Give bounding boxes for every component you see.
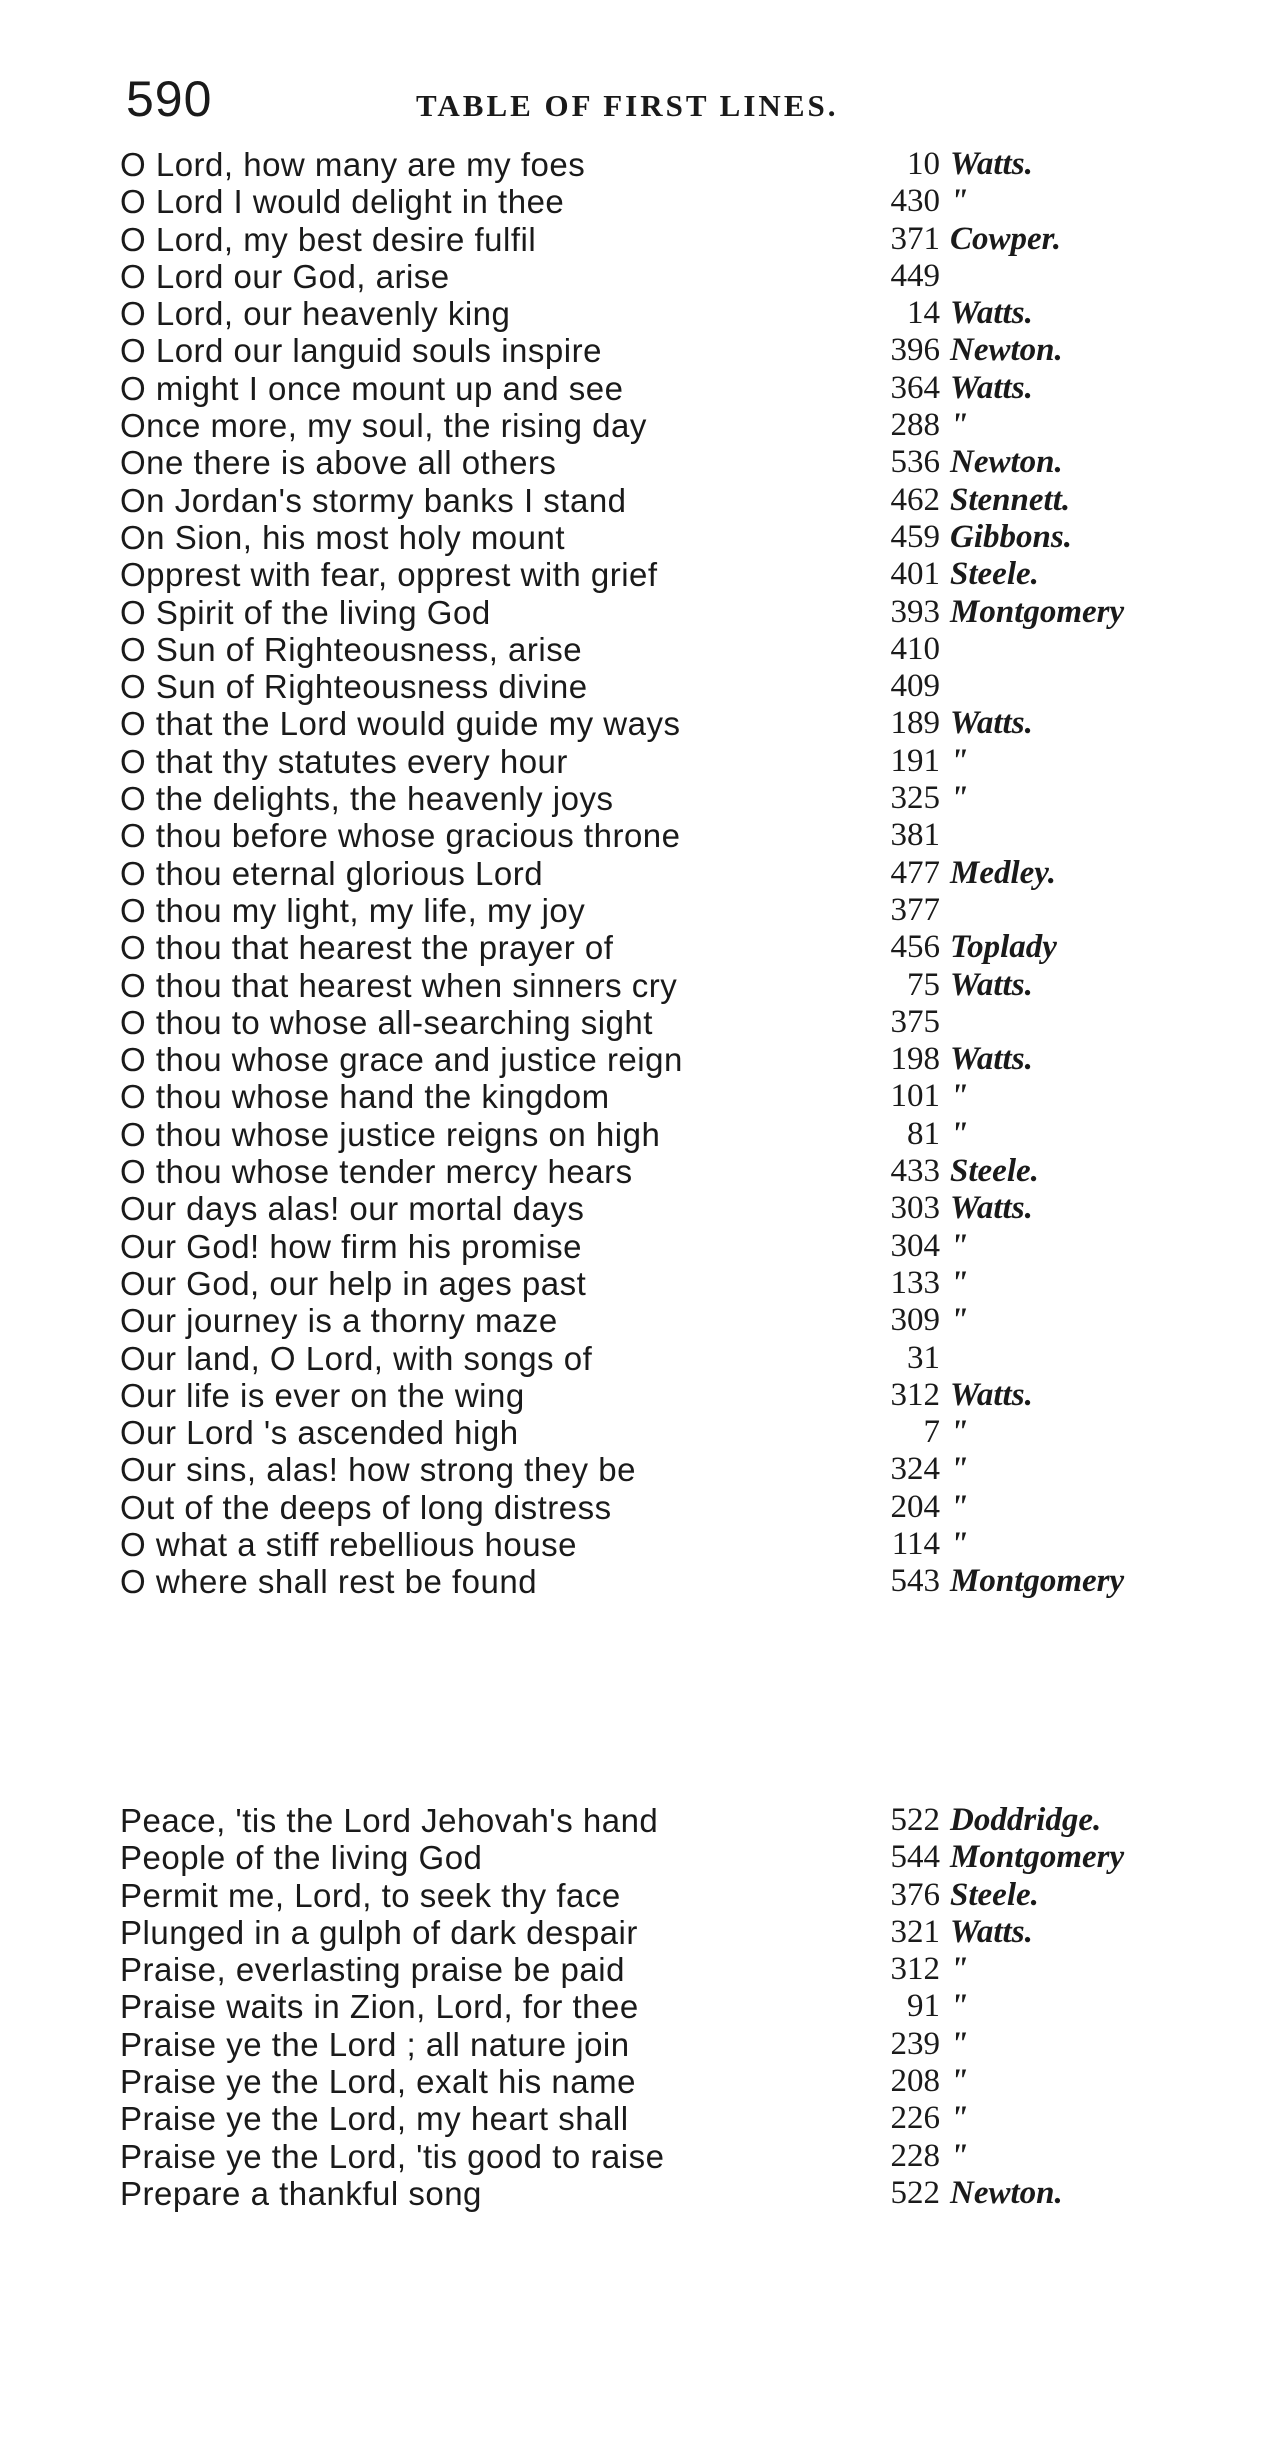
author-name: Montgomery [950,1563,1125,1600]
hymn-number: 544 [890,1839,940,1876]
hymn-number: 133 [890,1264,940,1301]
hymn-number: 536 [890,444,940,481]
hymn-number: 204 [890,1488,940,1525]
table-row [120,1265,1190,1302]
table-row [120,668,1190,705]
table-row [120,1116,1190,1153]
table-row [120,332,1190,369]
table-row [120,1414,1190,1451]
first-line-text: On Sion, his most holy mount [120,518,566,556]
first-line-text: O what a stiff rebellious house [120,1525,577,1563]
table-row [120,519,1190,556]
table-row [120,2063,1190,2100]
hymn-number: 75 [907,966,940,1003]
table-row [120,1877,1190,1914]
first-line-text: Plunged in a gulph of dark despair [120,1913,638,1951]
table-row [120,295,1190,332]
first-line-text: Once more, my soul, the rising day [120,407,647,445]
author-name: Montgomery [950,1839,1125,1876]
first-line-text: Our God, our help in ages past [120,1264,587,1302]
table-row [120,2100,1190,2137]
hymn-number: 477 [890,854,940,891]
hymn-number: 191 [890,742,940,779]
hymn-number: 198 [890,1041,940,1078]
first-line-text: O Sun of Righteousness, arise [120,630,583,668]
first-lines-section-o [120,146,1190,1601]
author-name: " [950,1302,969,1339]
first-line-text: Prepare a thankful song [120,2174,482,2212]
author-name: " [950,183,969,220]
hymn-number: 7 [923,1414,940,1451]
first-line-text: People of the living God [120,1839,483,1877]
first-line-text: O thou my light, my life, my joy [120,891,586,929]
author-name: Watts. [950,146,1033,182]
author-name: " [950,1115,969,1152]
hymn-number: 324 [890,1451,940,1488]
first-line-text: O Spirit of the living God [120,593,491,631]
hymn-number: 377 [890,891,940,928]
first-line-text: O thou eternal glorious Lord [120,854,544,892]
hymn-number: 189 [890,705,940,742]
hymn-number: 309 [890,1302,940,1339]
first-line-text: Our sins, alas! how strong they be [120,1451,636,1489]
table-row [120,1489,1190,1526]
hymn-number: 288 [890,407,940,444]
hymn-number: 381 [890,817,940,854]
first-line-text: O Lord our languid souls inspire [120,332,602,370]
table-row [120,705,1190,742]
table-row [120,2175,1190,2212]
first-line-text: Peace, 'tis the Lord Jehovah's hand [120,1802,659,1839]
hymn-number: 101 [890,1078,940,1115]
hymn-number: 364 [890,369,940,406]
author-name: " [950,407,969,444]
table-row [120,743,1190,780]
hymn-number: 449 [890,257,940,294]
author-name: " [950,780,969,817]
first-line-text: O that the Lord would guide my ways [120,705,681,743]
hymn-number: 410 [890,630,940,667]
author-name: " [950,2025,969,2062]
hymn-number: 303 [890,1190,940,1227]
table-row [120,855,1190,892]
hymn-number: 401 [890,556,940,593]
table-row [120,183,1190,220]
table-row [120,146,1190,183]
table-row [120,1802,1190,1839]
table-row [120,444,1190,481]
first-line-text: O thou whose hand the kingdom [120,1078,610,1116]
table-row [120,482,1190,519]
hymn-number: 226 [890,2100,940,2137]
first-line-text: Our God! how firm his promise [120,1227,582,1265]
hymn-number: 376 [890,1876,940,1913]
table-row [120,594,1190,631]
first-lines-section-p [120,1802,1190,2212]
author-name: " [950,1264,969,1301]
hymn-number: 312 [890,1951,940,1988]
first-line-text: Our Lord 's ascended high [120,1414,519,1452]
author-name: " [950,1488,969,1525]
hymn-number: 375 [890,1003,940,1040]
hymn-number: 31 [907,1339,940,1376]
first-line-text: Praise ye the Lord ; all nature join [120,2025,630,2063]
first-line-text: Our life is ever on the wing [120,1376,525,1414]
first-line-text: O that thy statutes every hour [120,742,568,780]
table-row [120,258,1190,295]
hymn-number: 304 [890,1227,940,1264]
author-name: Watts. [950,1913,1033,1950]
author-name: Toplady [950,929,1057,966]
author-name: Doddridge. [950,1802,1102,1838]
author-name: Newton. [950,332,1063,369]
hymn-number: 409 [890,668,940,705]
first-line-text: O Lord, my best desire fulfil [120,220,537,258]
author-name: " [950,1525,969,1562]
table-row [120,1951,1190,1988]
running-title: TABLE OF FIRST LINES. [416,88,839,123]
hymn-number: 14 [907,295,940,332]
first-line-text: O the delights, the heavenly joys [120,780,614,818]
hymn-number: 228 [890,2137,940,2174]
hymn-number: 10 [907,146,940,182]
author-name: Steele. [950,556,1039,593]
table-row [120,407,1190,444]
author-name: Steele. [950,1153,1039,1190]
first-line-text: O Lord I would delight in thee [120,183,565,221]
first-line-text: On Jordan's stormy banks I stand [120,481,627,519]
first-line-text: Praise waits in Zion, Lord, for thee [120,1988,639,2026]
author-name: " [950,2137,969,2174]
author-name: Stennett. [950,481,1071,518]
author-name: Gibbons. [950,518,1072,555]
author-name: Newton. [950,444,1063,481]
table-row [120,1526,1190,1563]
first-line-text: Permit me, Lord, to seek thy face [120,1876,621,1914]
table-row [120,780,1190,817]
author-name: Watts. [950,966,1033,1003]
hymn-number: 543 [890,1563,940,1600]
hymn-number: 393 [890,593,940,630]
hymn-number: 430 [890,183,940,220]
hymn-number: 456 [890,929,940,966]
author-name: Medley. [950,854,1056,891]
first-line-text: O thou whose grace and justice reign [120,1041,683,1079]
hymn-number: 462 [890,481,940,518]
first-line-text: O Lord our God, arise [120,257,450,295]
hymn-number: 396 [890,332,940,369]
first-line-text: O where shall rest be found [120,1563,538,1601]
page-number: 590 [126,71,213,127]
author-name: " [950,2100,969,2137]
first-line-text: Opprest with fear, opprest with grief [120,556,658,594]
table-row [120,556,1190,593]
table-row [120,1190,1190,1227]
author-name: Montgomery [950,593,1125,630]
author-name: " [950,742,969,779]
author-name: Cowper. [950,220,1061,257]
table-row [120,370,1190,407]
hymn-number: 239 [890,2025,940,2062]
first-line-text: O thou to whose all-searching sight [120,1003,653,1041]
first-line-text: Praise ye the Lord, my heart shall [120,2100,629,2138]
table-row [120,1078,1190,1115]
hymn-number: 321 [890,1913,940,1950]
first-line-text: O might I once mount up and see [120,369,624,407]
first-line-text: O thou whose tender mercy hears [120,1153,633,1191]
table-row [120,1839,1190,1876]
first-line-text: O Lord, how many are my foes [120,146,586,183]
table-row [120,1041,1190,1078]
hymn-number: 522 [890,1802,940,1838]
table-row [120,221,1190,258]
table-row [120,1153,1190,1190]
table-row [120,1988,1190,2025]
author-name: " [950,1951,969,1988]
table-row [120,967,1190,1004]
first-line-text: O thou that hearest when sinners cry [120,966,678,1004]
table-row [120,1377,1190,1414]
first-line-text: One there is above all others [120,444,557,482]
first-line-text: Our journey is a thorny maze [120,1302,558,1340]
author-name: " [950,1078,969,1115]
hymn-number: 371 [890,220,940,257]
author-name: Watts. [950,1190,1033,1227]
hymn-number: 433 [890,1153,940,1190]
first-line-text: O thou before whose gracious throne [120,817,681,855]
hymn-number: 81 [907,1115,940,1152]
author-name: Steele. [950,1876,1039,1913]
author-name: " [950,1227,969,1264]
first-line-text: Out of the deeps of long distress [120,1488,612,1526]
hymn-number: 208 [890,2063,940,2100]
first-line-text: Praise ye the Lord, exalt his name [120,2063,636,2101]
table-row [120,1228,1190,1265]
page-header [126,70,1136,130]
first-line-text: O Lord, our heavenly king [120,295,511,333]
table-row [120,1302,1190,1339]
table-row [120,2138,1190,2175]
table-row [120,1451,1190,1488]
author-name: Watts. [950,705,1033,742]
hymn-number: 312 [890,1376,940,1413]
table-row [120,1563,1190,1600]
author-name: Newton. [950,2174,1063,2211]
author-name: Watts. [950,1041,1033,1078]
hymn-number: 522 [890,2174,940,2211]
first-line-text: Our land, O Lord, with songs of [120,1339,593,1377]
first-line-text: Praise, everlasting praise be paid [120,1951,625,1989]
table-row [120,2026,1190,2063]
table-row [120,1004,1190,1041]
author-name: " [950,2063,969,2100]
author-name: " [950,1988,969,2025]
table-row [120,1914,1190,1951]
hymn-number: 114 [891,1525,940,1562]
hymn-number: 325 [890,780,940,817]
hymn-number: 91 [907,1988,940,2025]
author-name: Watts. [950,369,1033,406]
author-name: " [950,1414,969,1451]
first-line-text: O thou that hearest the prayer of [120,929,614,967]
table-row [120,631,1190,668]
table-row [120,1340,1190,1377]
table-row [120,892,1190,929]
author-name: " [950,1451,969,1488]
first-line-text: O Sun of Righteousness divine [120,668,588,706]
first-line-text: Our days alas! our mortal days [120,1190,585,1228]
table-row [120,929,1190,966]
table-row [120,817,1190,854]
first-line-text: O thou whose justice reigns on high [120,1115,661,1153]
author-name: Watts. [950,1376,1033,1413]
author-name: Watts. [950,295,1033,332]
hymn-number: 459 [890,518,940,555]
first-line-text: Praise ye the Lord, 'tis good to raise [120,2137,665,2175]
